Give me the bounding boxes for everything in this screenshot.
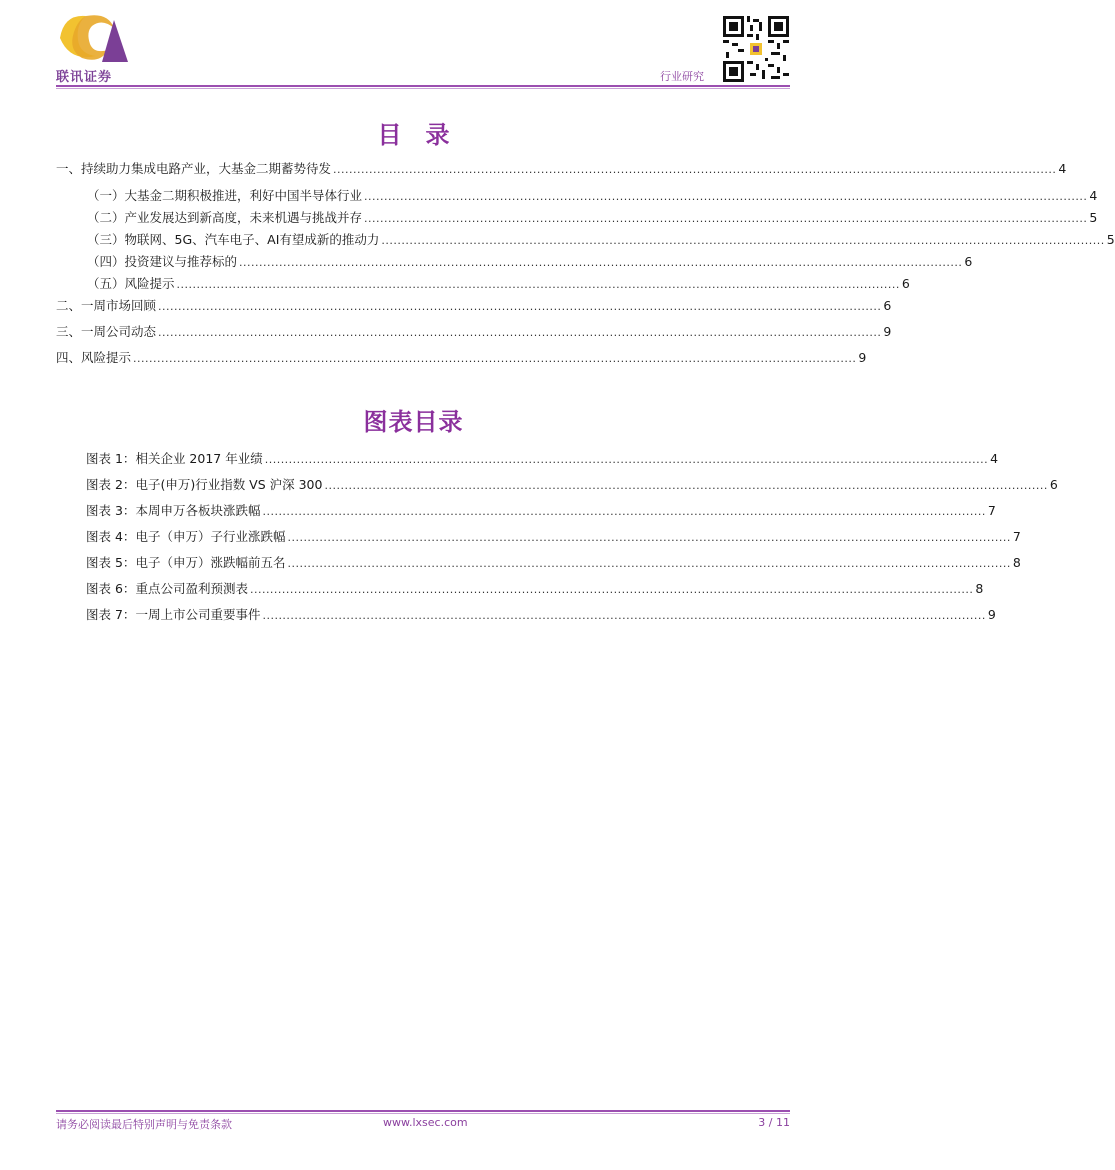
leader-dots: ..................................................................................................................................................................................... (133, 352, 857, 365)
toc-entry[interactable] (56, 297, 892, 316)
footer-disclaimer[interactable]: 请务必阅读最后特别声明与免责条款 (56, 1118, 232, 1131)
qr-code-icon[interactable] (723, 16, 789, 82)
figure-entry-number: 图表 4： (86, 529, 136, 544)
figure-entry-number: 图表 2： (86, 477, 136, 492)
toc-entry-label: 一、持续助力集成电路产业，大基金二期蓄势待发 (56, 161, 332, 176)
leader-dots: ..................................................................................................................................................................................... (239, 256, 963, 269)
figure-entry-label: 相关企业 2017 年业绩 (135, 451, 263, 466)
toc-entry[interactable] (87, 253, 973, 272)
figure-entry-page: 7 (987, 503, 996, 518)
toc-entry-page: 9 (883, 324, 892, 339)
figure-entry[interactable] (86, 554, 1021, 573)
figure-list-title: 图表目录 (363, 408, 464, 436)
figure-entry[interactable] (86, 528, 1021, 547)
leader-dots: ..................................................................................................................................................................................... (158, 300, 882, 313)
figure-entry-number: 图表 3： (86, 503, 136, 518)
figure-entry-page: 4 (990, 451, 999, 466)
leader-dots: ..................................................................................................................................................................................... (158, 326, 882, 339)
logo-text: 联讯证券 (56, 70, 113, 85)
figure-entry-label: 电子(申万)行业指数 VS 沪深 300 (135, 477, 323, 492)
footer-rule-thin (56, 1113, 790, 1114)
figure-entry-label: 电子（申万）子行业涨跌幅 (135, 529, 286, 544)
leader-dots: ..................................................................................................................................................................................... (287, 531, 1011, 544)
toc-entry-label: 三、一周公司动态 (56, 324, 157, 339)
toc-entry-page: 6 (964, 254, 973, 269)
leader-dots: ..................................................................................................................................................................................... (333, 163, 1057, 176)
toc-entry[interactable] (56, 323, 892, 342)
toc-entry-label: 四、风险提示 (56, 350, 132, 365)
figure-entry-page: 8 (1012, 555, 1021, 570)
leader-dots: ..................................................................................................................................................................................... (264, 453, 989, 466)
figure-entry[interactable] (86, 450, 999, 469)
toc-entry-page: 4 (1058, 161, 1067, 176)
toc-entry-label: （二）产业发展达到新高度，未来机遇与挑战并存 (87, 210, 363, 225)
toc-entry-label: （四）投资建议与推荐标的 (87, 254, 238, 269)
footer-rule (56, 1110, 790, 1112)
leader-dots: ..................................................................................................................................................................................... (262, 609, 986, 622)
figure-entry-number: 图表 1： (86, 451, 136, 466)
toc-title: 目录 (377, 121, 474, 149)
leader-dots: ..................................................................................................................................................................................... (364, 212, 1088, 225)
toc-entry-page: 4 (1089, 188, 1098, 203)
logo-mark-icon (56, 10, 132, 66)
figure-entry[interactable] (86, 606, 996, 625)
leader-dots: ..................................................................................................................................................................................... (364, 190, 1088, 203)
leader-dots: ..................................................................................................................................................................................... (262, 505, 986, 518)
report-type-label: 行业研究 (660, 70, 704, 83)
toc-entry-page: 9 (858, 350, 867, 365)
figure-entry-label: 重点公司盈利预测表 (135, 581, 248, 596)
toc-entry-page: 6 (901, 276, 910, 291)
toc-entry[interactable] (56, 160, 1067, 179)
figure-entry[interactable] (86, 502, 996, 521)
toc-entry-label: （一）大基金二期积极推进，利好中国半导体行业 (87, 188, 363, 203)
footer-website-link[interactable]: www.lxsec.com (383, 1116, 468, 1129)
leader-dots: ..................................................................................................................................................................................... (324, 479, 1048, 492)
toc-entry-label: （三）物联网、5G、汽车电子、AI有望成新的推动力 (87, 232, 380, 247)
toc-entry-label: 二、一周市场回顾 (56, 298, 157, 313)
figure-entry-page: 6 (1049, 477, 1058, 492)
figure-entry[interactable] (86, 476, 1058, 495)
figure-entry-page: 9 (987, 607, 996, 622)
toc-entry[interactable] (87, 231, 1115, 250)
figure-entry-page: 7 (1012, 529, 1021, 544)
figure-entry-number: 图表 5： (86, 555, 136, 570)
toc-entry[interactable] (87, 275, 910, 294)
toc-entry-page: 6 (883, 298, 892, 313)
figure-entry-label: 本周申万各板块涨跌幅 (135, 503, 261, 518)
footer-page-number: 3 / 11 (758, 1116, 790, 1129)
toc-entry[interactable] (87, 209, 1098, 228)
toc-entry-page: 5 (1089, 210, 1098, 225)
leader-dots: ..................................................................................................................................................................................... (249, 583, 974, 596)
toc-entry[interactable] (56, 349, 867, 368)
figure-entry-label: 电子（申万）涨跌幅前五名 (135, 555, 286, 570)
header-rule (56, 85, 790, 87)
toc-entry-page: 5 (1106, 232, 1115, 247)
toc-entry-label: （五）风险提示 (87, 276, 175, 291)
leader-dots: ..................................................................................................................................................................................... (176, 278, 900, 291)
figure-entry-number: 图表 7： (86, 607, 136, 622)
figure-entry[interactable] (86, 580, 984, 599)
toc-entry[interactable] (87, 187, 1098, 206)
figure-entry-label: 一周上市公司重要事件 (135, 607, 261, 622)
page-header (0, 0, 827, 92)
leader-dots: ..................................................................................................................................................................................... (381, 234, 1105, 247)
company-logo (56, 10, 132, 84)
figure-entry-number: 图表 6： (86, 581, 136, 596)
figure-entry-page: 8 (975, 581, 984, 596)
leader-dots: ..................................................................................................................................................................................... (287, 557, 1011, 570)
header-rule-thin (56, 88, 790, 89)
